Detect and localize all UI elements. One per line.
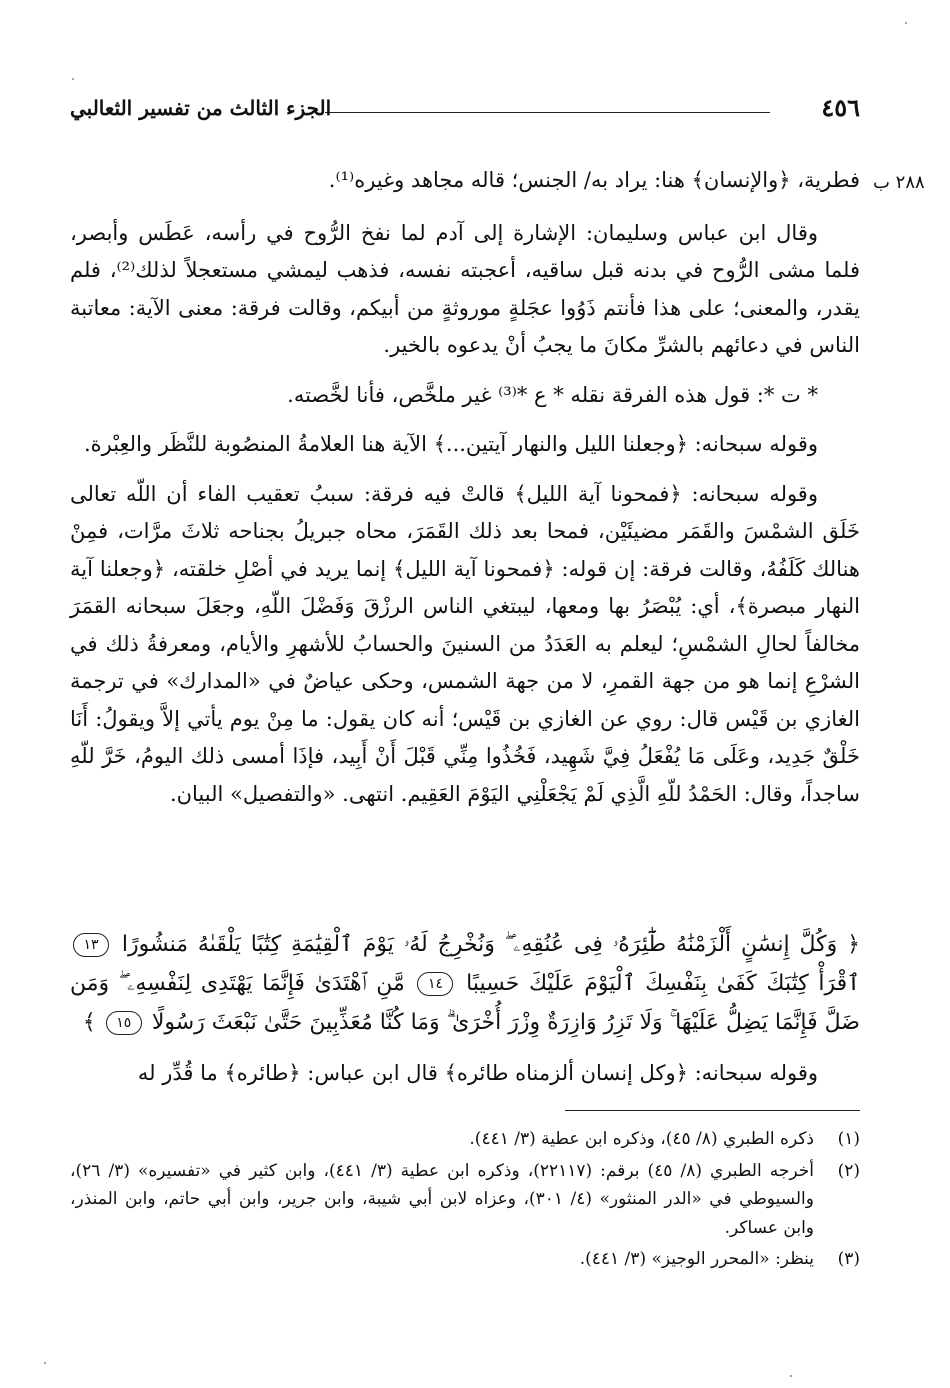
paragraph-5: وقوله سبحانه: ﴿فمحونا آية الليل﴾ قالتْ فيه فرقة: سببُ تعقيب الفاء أن اللّه تعالى خَلَق الشمْسَ والقَمَر مضيئَيْن، فمحا بعد ذلك القَمَرَ، محاه جبريلُ بجناحه ثلاثَ مرَّات، فمِنْ هنالك كَلَفُهُ، وقالت فرقة: إن قوله: ﴿فمحونا آية الليل﴾ إنما يريد في أصْلِ خلقته، ﴿وجعلنا آية النهار مبصرة﴾، أي: يُبْصَرُ بها ومعها، ليبتغي الناس الرزْقَ وَفَضْلَ اللّهِ، وجعَلَ سبحانه القمَرَ مخالفاً لحالِ الشمْسِ؛ ليعلم به العَدَدُ من السنينَ والحسابُ للأشهرِ والأيام، ومعرفةُ ذلك في الشرْعِ إنما هو من جهة القمرِ، لا من جهة الشمس، وحكى عياضٌ في «المدارك» في ترجمة الغازي بن قَيْس قال: روي عن الغازي بن قَيْس؛ أنه كان يقول: ما مِنْ يوم يأتي إلاَّ ويقولُ: أَنَا خَلْقٌ جَدِيد، وعَلَى مَا يُفْعَلُ فِيَّ شَهِيد، فَخُذُوا مِنِّي قَبْلَ أَنْ أَبِيد، فإذَا أمسى ذلك اليومُ، خَرَّ للّهِ ساجداً، وقال: الحَمْدُ للّهِ الَّذِي لَمْ يَجْعَلْنِي اليَوْمَ العَقِيم. انتهى. «والتفصيل» البيان. (70, 481, 860, 806)
verse-15-text: مَّنِ ٱهْتَدَىٰ فَإِنَّمَا يَهْتَدِى لِنَفْسِهِۦ ۖ وَمَن ضَلَّ فَإِنَّمَا يَضِلُّ عَلَيْهَا ۚ وَلَا تَزِرُ وَازِرَةٌ وِزْرَ أُخْرَىٰ ۗ وَمَا كُنَّا مُعَذِّبِينَ حَتَّىٰ نَبْعَثَ رَسُولًا (70, 971, 860, 1035)
paragraph-3: * ت *: قول هذه الفرقة نقله * ع *⁽³⁾ غير ملخَّص، فأنا لخَّصته. (287, 382, 818, 407)
quran-verses-block (70, 925, 860, 1042)
footnote-1 (70, 1125, 860, 1154)
footnote-text: ذكره الطبري (٨/ ٤٥)، وذكره ابن عطية (٣/ ٤٤١). (469, 1129, 814, 1149)
footnote-separator (565, 1110, 860, 1111)
footnote-number: (١) (837, 1129, 860, 1149)
page-number: ٤٥٦ (821, 93, 860, 122)
header-rule (325, 112, 770, 113)
footnote-3 (70, 1245, 860, 1274)
paragraph-after-quran: وقوله سبحانه: ﴿وكل إنسان ألزمناه طائره﴾ قال ابن عباس: ﴿طائره﴾ ما قُدِّر له (137, 1061, 818, 1085)
main-text (70, 162, 860, 825)
footnotes (70, 1125, 860, 1277)
verse-13-text: وَكُلَّ إِنسَٰنٍ أَلْزَمْنَٰهُ طَٰٓئِرَهُۥ فِى عُنُقِهِۦ ۖ وَنُخْرِجُ لَهُۥ يَوْمَ ٱلْقِيَٰمَةِ كِتَٰبًا يَلْقَىٰهُ مَنشُورًا (121, 932, 838, 957)
scan-speck (905, 22, 907, 24)
manuscript-folio-note: ٢٨٨ ب (873, 172, 925, 193)
quran-close-ornament: ﴾ (82, 1010, 96, 1035)
paragraph-1: فطرية، ﴿والإنسان﴾ هنا: يراد به/ الجنس؛ قاله مجاهد وغيره⁽¹⁾. (328, 168, 860, 192)
paragraph-2: وقال ابن عباس وسليمان: الإشارة إلى آدم لما نفخ الرُّوح في رأسه، عَطَس وأبصر، فلما مشى الرُّوح في بدنه قبل ساقيه، أعجبته نفسه، فذهب ليمشي مستعجلاً لذلك⁽²⁾، فلم يقدر، والمعنى؛ على هذا فأنتم ذَوُوا عجَلةٍ موروثةٍ من أبيكم، وقالت فرقة: معنى الآية: معاتبة الناس في دعائهم بالشرِّ مكانَ ما يجبُ أنْ يدعوه بالخير. (70, 220, 860, 357)
header-title: الجزء الثالث من تفسير الثعالبي (70, 96, 332, 120)
footnote-text: أخرجه الطبري (٨/ ٤٥) برقم: (٢٢١١٧)، وذكره ابن عطية (٣/ ٤٤١)، وابن كثير في «تفسيره» (٣/ ٢٦)، والسيوطي في «الدر المنثور» (٤/ ٣٠١)، وعزاه لابن أبي شيبة، وابن جرير، وابن أبي حاتم، وابن المنذر، وابن عساكر. (70, 1160, 814, 1238)
footnote-2 (70, 1157, 860, 1243)
paragraph-4: وقوله سبحانه: ﴿وجعلنا الليل والنهار آيتين...﴾ الآية هنا العلامةُ المنصُوبة للنَّظَر والعِبْرة. (83, 432, 818, 456)
footnote-number: (٢) (837, 1160, 860, 1181)
verse-number-15: ١٥ (106, 1011, 142, 1035)
verse-number-13: ١٣ (73, 933, 109, 957)
scan-speck (72, 78, 74, 80)
quran-open-ornament: ﴿ (847, 932, 860, 957)
footnote-number: (٣) (837, 1249, 860, 1269)
verse-number-14: ١٤ (417, 972, 453, 996)
verse-14-text: ٱقْرَأْ كِتَٰبَكَ كَفَىٰ بِنَفْسِكَ ٱلْيَوْمَ عَلَيْكَ حَسِيبًا (466, 971, 860, 996)
footnote-text: ينظر: «المحرر الوجيز» (٣/ ٤٤١). (579, 1249, 814, 1269)
running-header (70, 93, 860, 133)
scan-speck (44, 1362, 46, 1364)
scan-speck (790, 1375, 792, 1377)
